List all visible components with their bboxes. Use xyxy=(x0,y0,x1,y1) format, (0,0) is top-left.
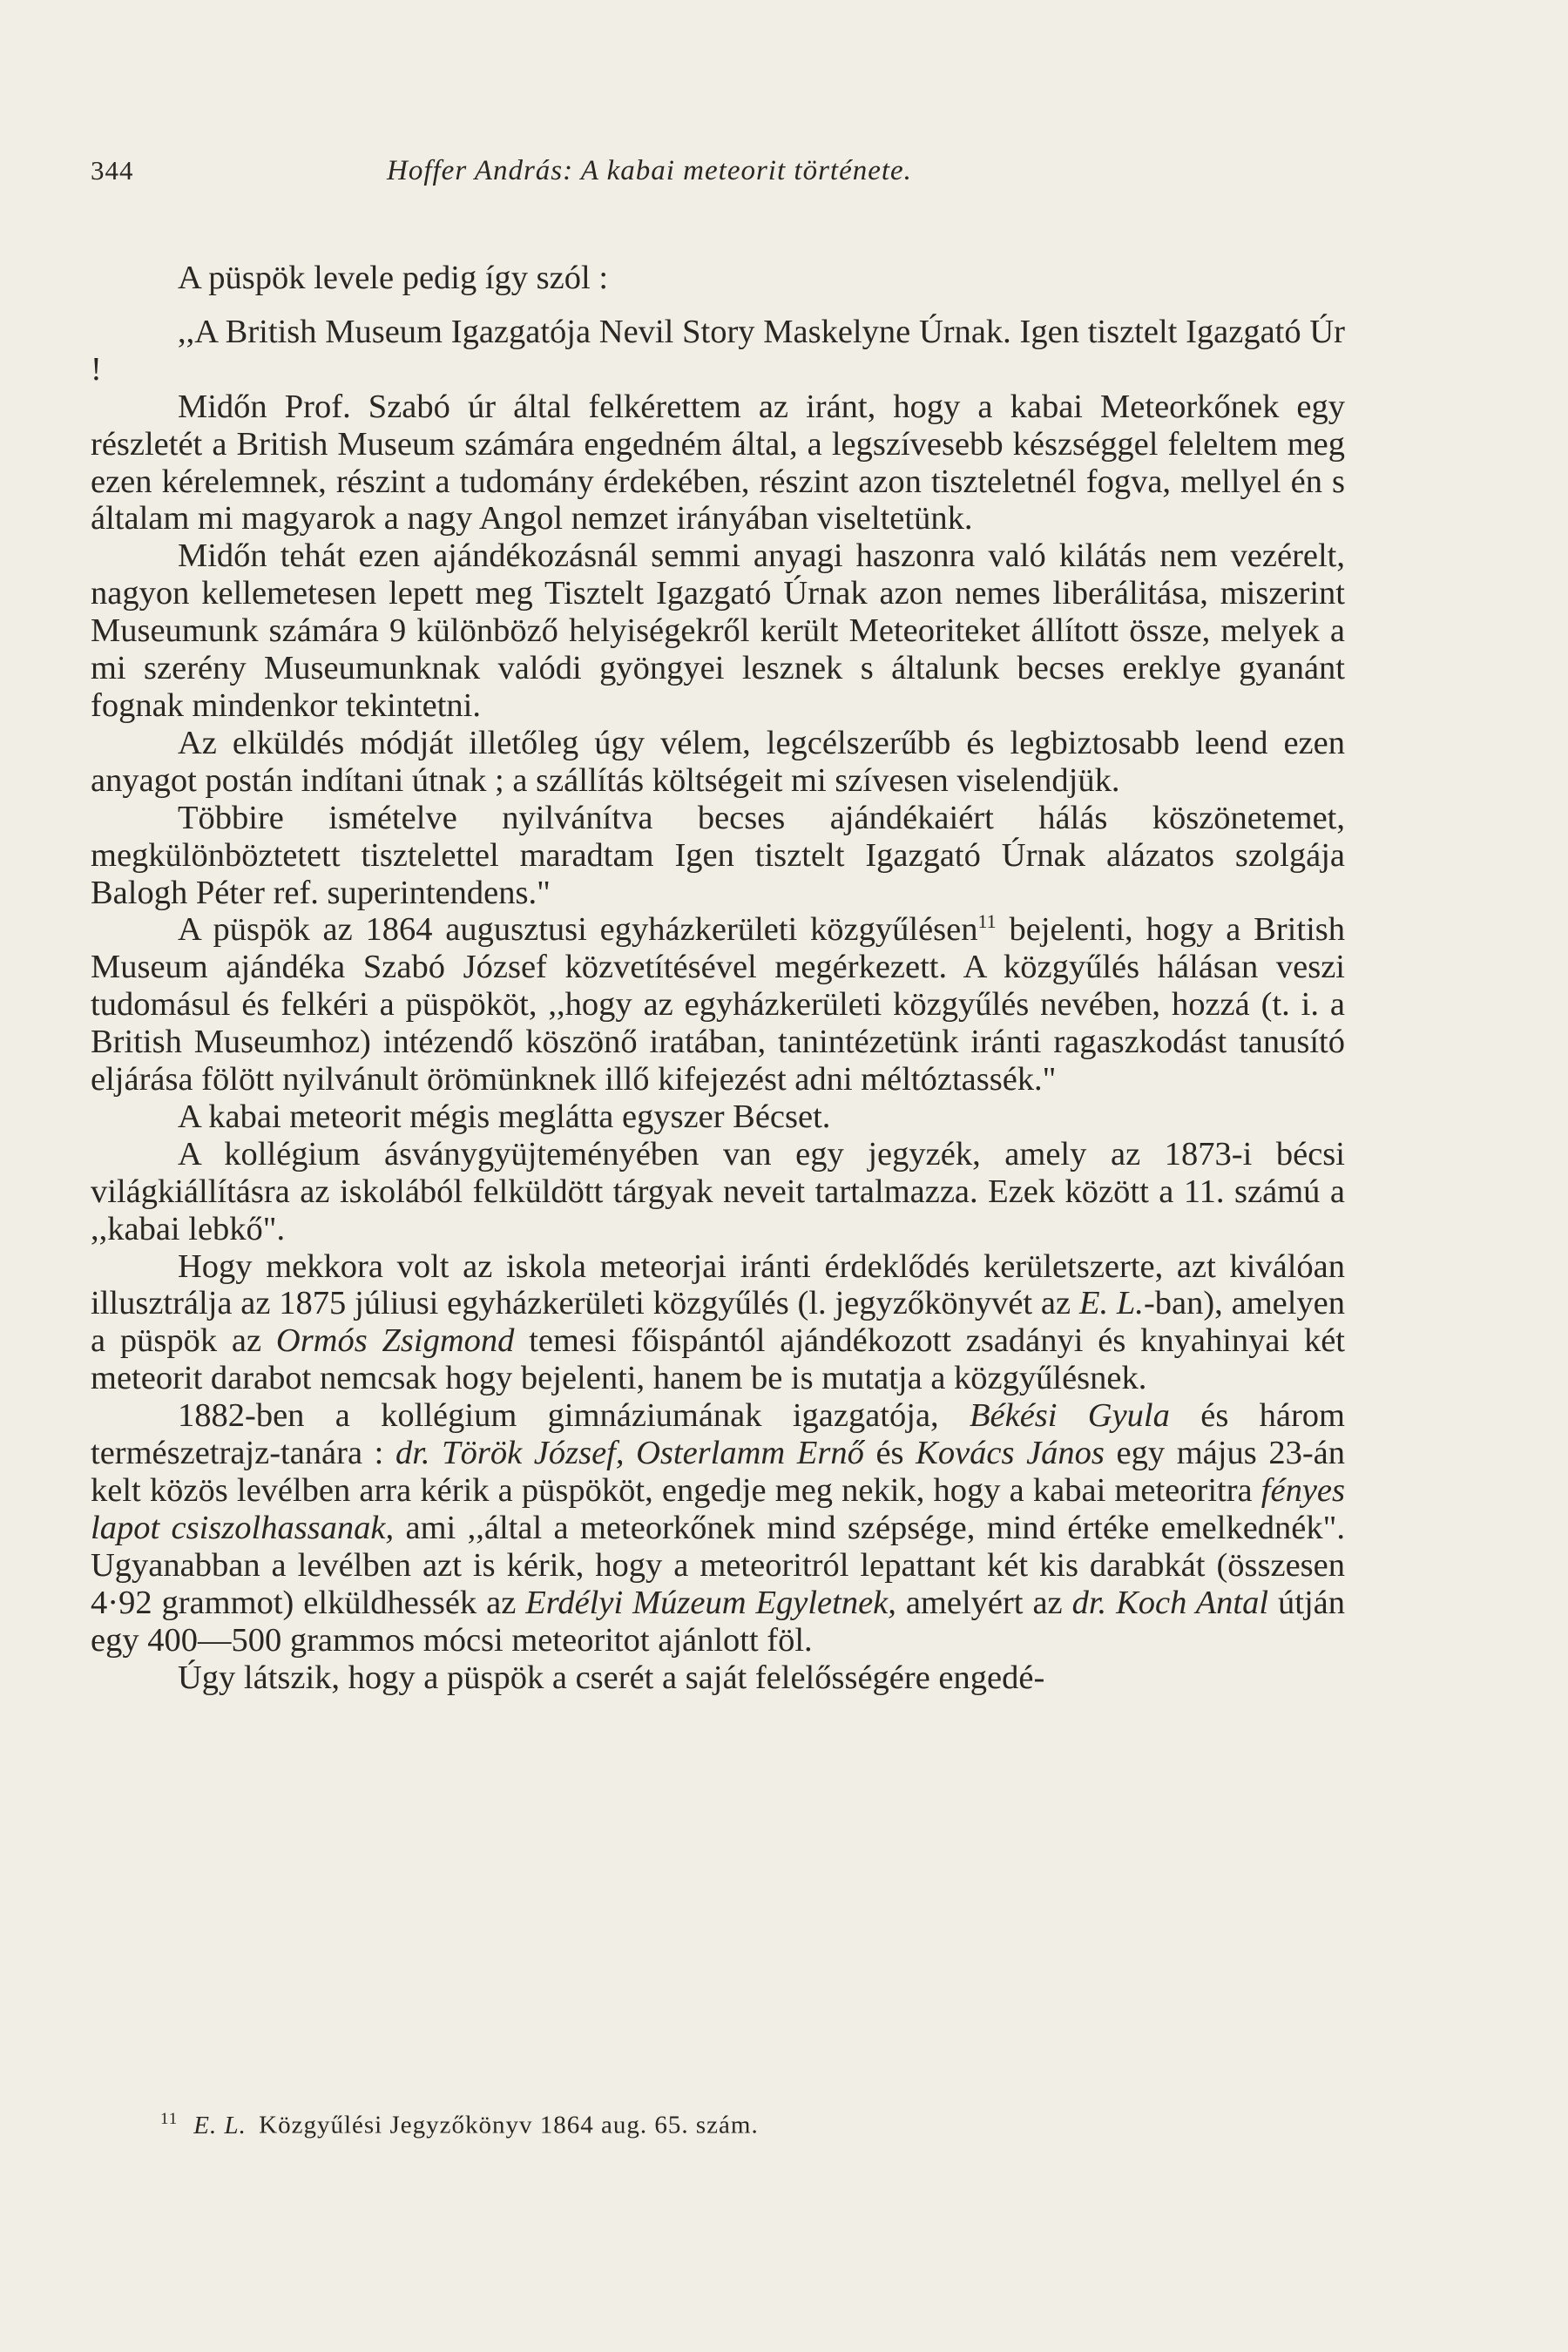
footnote-text: Közgyűlési Jegyzőkönyv 1864 aug. 65. szám. xyxy=(259,2111,759,2139)
running-title: Hoffer András: A kabai meteorit története. xyxy=(387,155,912,186)
footnote-source: E. L. xyxy=(193,2111,247,2139)
paragraph: Úgy látszik, hogy a püspök a cserét a saját felelősségére engedé- xyxy=(178,1659,1045,1696)
page-number: 344 xyxy=(91,155,134,186)
italic-name: dr. Koch Antal xyxy=(1071,1584,1269,1621)
text-run: és három természetrajz-tanára : xyxy=(91,1397,1345,1472)
text-run: Hogy mekkora volt az iskola meteorjai iránti érdeklődés kerületszerte, azt kiválóan illusztrálja az 1875 júliusi egyházkerületi közgyűlés (l. jegyzőkönyvét az xyxy=(91,1247,1345,1322)
footnote-number: 11 xyxy=(160,2110,179,2128)
text-run: ami ,,által a meteorkőnek mind szépsége, mind értéke emelkednék". Ugyanabban a levélben azt is kérik, hogy a meteoritról lepattant két kis darabkát (összesen 4·92 grammot) elküldhessék az xyxy=(91,1509,1345,1621)
body-text xyxy=(91,260,1345,1696)
paragraph: Midőn Prof. Szabó úr által felkérettem az iránt, hogy a kabai Meteorkőnek egy részletét a British Museum számára engedném által, a legszívesebb készséggel feleltem meg ezen kérelemnek, részint a tudomány érdekében, részint azon tiszteletnél fogva, mellyel én s általam mi magyarok a nagy Angol nemzet irányában viseltetünk. xyxy=(91,388,1345,537)
text-run: -ban), amelyen a püspök az xyxy=(91,1285,1346,1360)
paragraph xyxy=(91,1248,1345,1398)
paragraph: A kabai meteorit mégis meglátta egyszer Bécset. xyxy=(178,1098,831,1135)
italic-name: dr. Török József, Osterlamm Ernő xyxy=(395,1435,864,1472)
page-header xyxy=(91,155,1119,199)
italic-name: Kovács János xyxy=(916,1435,1105,1472)
text-run: egy május 23-án kelt közös levélben arra kérik a püspököt, engedje meg nekik, hogy a kabai meteoritra xyxy=(91,1435,1345,1509)
paragraph: ,,A British Museum Igazgatója Nevil Story Maskelyne Úrnak. Igen tisztelt Igazgató Úr ! xyxy=(91,313,1345,388)
paragraph xyxy=(91,1397,1345,1659)
paragraph: Midőn tehát ezen ajándékozásnál semmi anyagi haszonra való kilátás nem vezérelt, nagyon kellemetesen lepett meg Tisztelt Igazgató Úrnak azon nemes liberálitása, miszerint Museumunk számára 9 különböző helyiségekről került Meteoriteket állított össze, melyek a mi szerény Museumunknak valódi gyöngyei lesznek s általunk becses ereklye gyanánt fognak mindenkor tekintetni. xyxy=(91,537,1345,724)
text-run: A püspök az 1864 augusztusi egyházkerületi közgyűlésen xyxy=(178,911,978,949)
italic-name: Ormós Zsigmond xyxy=(275,1322,515,1360)
paragraph: A kollégium ásványgyüjteményében van egy jegyzék, amely az 1873-i bécsi világkiállításra az iskolából felküldött tárgyak neveit tartalmazza. Ezek között a 11. számú a ,,kabai lebkő". xyxy=(91,1135,1345,1247)
italic-abbreviation: E. L. xyxy=(1078,1285,1144,1322)
text-run: útján egy 400—500 grammos mócsi meteoritot ajánlott föl. xyxy=(91,1584,1345,1659)
text-run: és xyxy=(863,1435,916,1472)
italic-name: Békési Gyula xyxy=(970,1397,1170,1435)
footnote xyxy=(91,2110,1415,2140)
footnote-reference: 11 xyxy=(977,910,997,933)
text-run: amelyért az xyxy=(896,1584,1072,1621)
paragraph: A püspök levele pedig így szól : xyxy=(178,260,609,296)
paragraph xyxy=(91,911,1345,1098)
text-run: bejelenti, hogy a British Museum ajándéka Szabó József közvetítésével megérkezett. A közgyűlés hálásan veszi tudomásul és felkéri a püspököt, ,,hogy az egyházkerületi közgyűlés nevében, hozzá (t. i. a British Museumhoz) intézendő köszönő iratában, tanintézetünk iránti ragaszkodást tanusító eljárása fölött nyilvánult örömünknek illő kifejezést adni méltóztassék." xyxy=(91,911,1345,1098)
paragraph: Az elküldés módját illetőleg úgy vélem, legcélszerűbb és legbiztosabb leend ezen anyagot postán indítani útnak ; a szállítás költségeit mi szívesen viselendjük. xyxy=(91,724,1345,799)
italic-name: Erdélyi Múzeum Egyletnek, xyxy=(525,1584,896,1621)
text-run: temesi főispántól ajándékozott zsadányi és knyahinyai két meteorit darabot nemcsak hogy bejelenti, hanem be is mutatja a közgyűlésnek. xyxy=(91,1322,1346,1397)
text-run: 1882-ben a kollégium gimnáziumának igazgatója, xyxy=(178,1397,970,1435)
italic-phrase: fényes lapot csiszolhassanak, xyxy=(91,1472,1345,1546)
paragraph: Többire ismételve nyilvánítva becses ajándékaiért hálás köszönetemet, megkülönböztetett tisztelettel maradtam Igen tisztelt Igazgató Úrnak alázatos szolgája Balogh Péter ref. superintendens." xyxy=(91,799,1345,911)
